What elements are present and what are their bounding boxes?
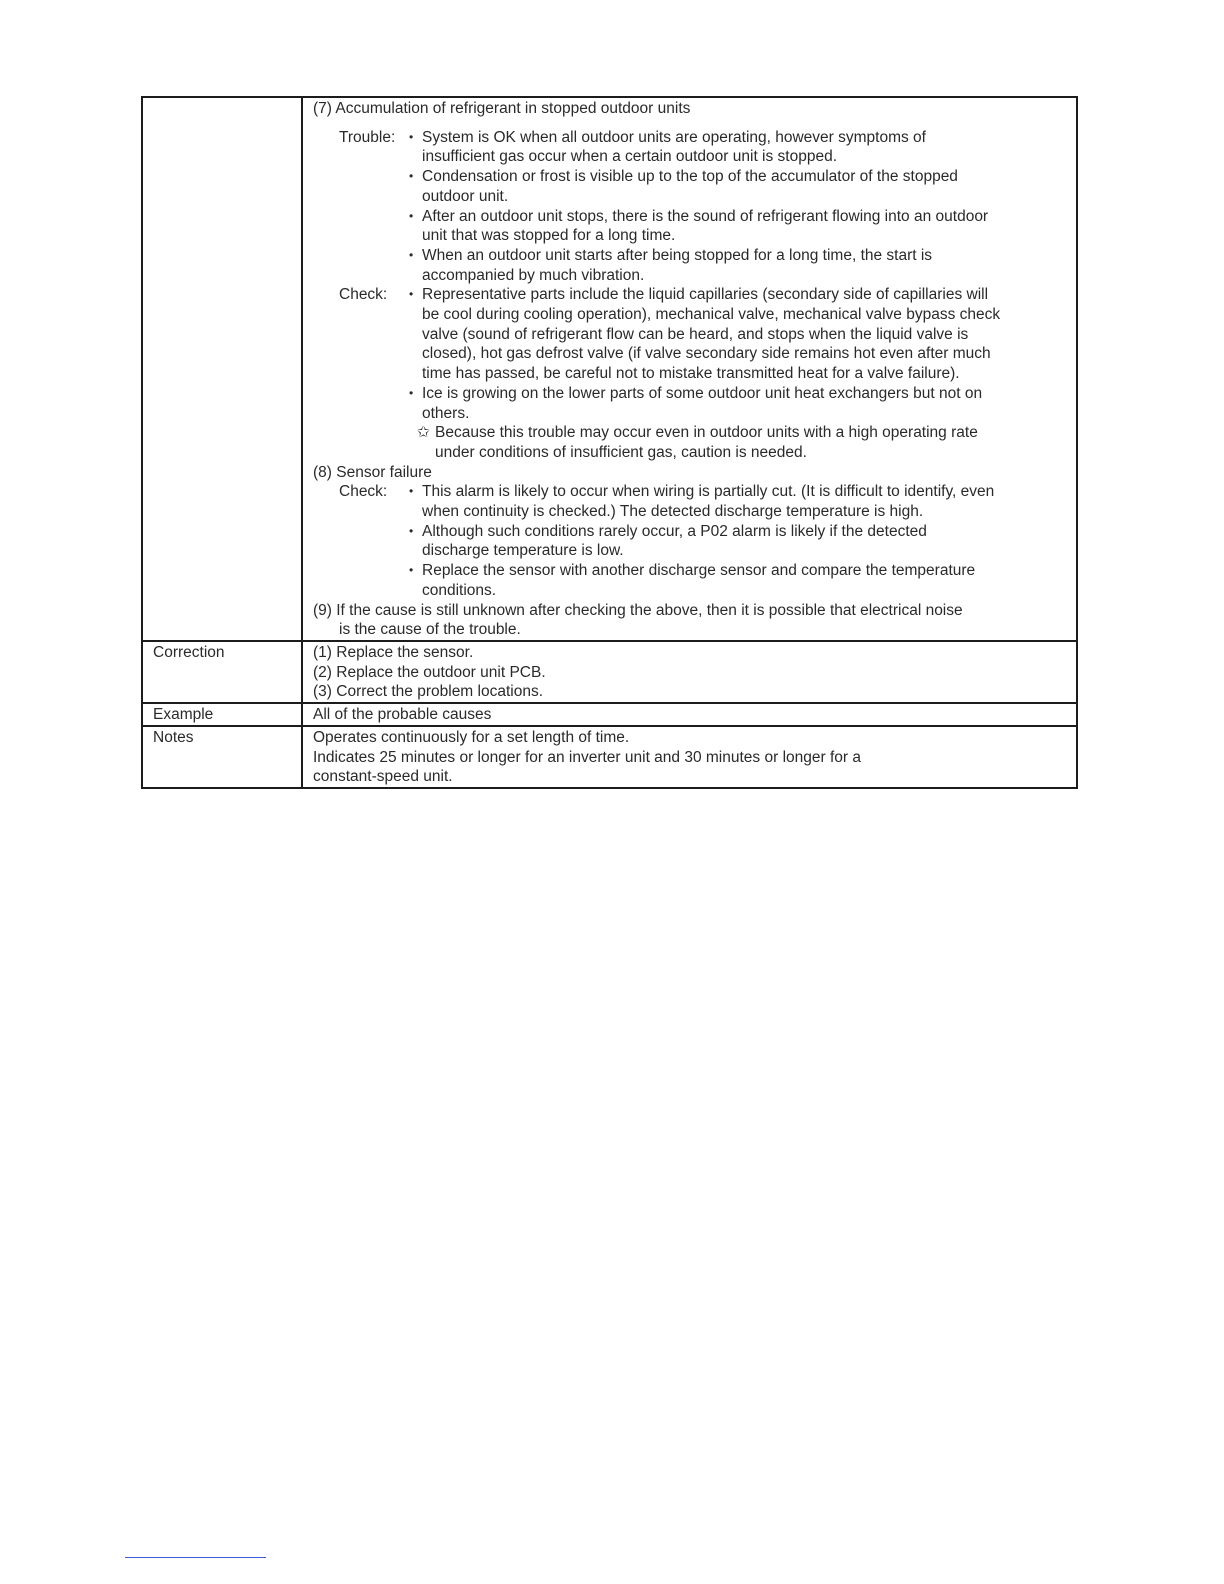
troubleshooting-table — [141, 96, 1078, 789]
bullet-icon: • — [409, 385, 414, 400]
example-row — [142, 703, 1077, 726]
list-item: • Representative parts include the liquid capillaries (secondary side of capillaries will be cool during cooling operation), mechanical valve, mechanical valve bypass check valve (sound of refrigerant flow can be heard, and stops when the liquid valve is closed), hot gas defrost valve (if valve secondary side remains hot even after much time has passed, be careful not to mistake transmitted heat for a valve failure). — [409, 286, 1001, 383]
bullet-icon: • — [409, 129, 414, 144]
list-item: • When an outdoor unit starts after being stopped for a long time, the start is accompanied by much vibration. — [409, 246, 933, 284]
causes-content-cell — [302, 97, 1077, 641]
bullet-icon: • — [409, 523, 414, 538]
section-7-title: (7) Accumulation of refrigerant in stopped outdoor units — [313, 100, 691, 117]
check-list — [409, 482, 1076, 600]
section-8 — [313, 463, 1076, 601]
check-block-7 — [313, 285, 1076, 462]
list-item: • After an outdoor unit stops, there is the sound of refrigerant flowing into an outdoor unit that was stopped for a long time. — [409, 207, 989, 245]
list-item: • Although such conditions rarely occur, a P02 alarm is likely if the detected discharge temperature is low. — [409, 522, 927, 560]
trouble-block — [313, 128, 1076, 286]
list-item: (1) Replace the sensor. — [313, 643, 474, 661]
trouble-list — [409, 128, 1076, 286]
causes-row — [142, 97, 1077, 641]
list-item: • This alarm is likely to occur when wiring is partially cut. (It is difficult to identify, even when continuity is checked.) The detected discharge temperature is high. — [409, 483, 995, 521]
footer-link-underline[interactable] — [125, 1557, 266, 1558]
check-block-8 — [313, 482, 1076, 600]
list-item: (2) Replace the outdoor unit PCB. — [313, 663, 546, 681]
notes-label: Notes — [142, 726, 302, 788]
list-item: (3) Correct the problem locations. — [313, 683, 544, 701]
list-item: • Ice is growing on the lower parts of some outdoor unit heat exchangers but not on others. — [409, 384, 983, 422]
list-item: • Replace the sensor with another discharge sensor and compare the temperature conditions. — [409, 562, 976, 599]
correction-row — [142, 641, 1077, 703]
check-label: Check: — [339, 286, 388, 304]
check-label: Check: — [339, 483, 388, 501]
section-7 — [313, 99, 1076, 463]
bullet-icon: • — [409, 287, 414, 302]
example-content: All of the probable causes — [302, 703, 1077, 726]
bullet-icon: • — [409, 484, 414, 499]
bullet-icon: • — [409, 247, 414, 262]
bullet-icon: • — [409, 208, 414, 223]
list-item: • Condensation or frost is visible up to the top of the accumulator of the stopped outdoor unit. — [409, 168, 958, 205]
section-8-title: (8) Sensor failure — [313, 463, 432, 481]
correction-label: Correction — [142, 641, 302, 703]
section-9: (9) If the cause is still unknown after checking the above, then it is possible that electrical noise is the cause of the trouble. — [313, 601, 963, 639]
list-item: • System is OK when all outdoor units are operating, however symptoms of insufficient gas occur when a certain outdoor unit is stopped. — [409, 128, 926, 166]
example-label: Example — [142, 703, 302, 726]
bullet-icon: • — [409, 563, 414, 578]
bullet-icon: • — [409, 169, 414, 184]
caution-note: ✩ Because this trouble may occur even in outdoor units with a high operating rate under conditions of insufficient gas, caution is needed. — [409, 423, 1076, 462]
star-icon: ✩ — [417, 424, 430, 442]
notes-row — [142, 726, 1077, 788]
check-list — [409, 285, 1076, 462]
notes-content: Operates continuously for a set length of time. Indicates 25 minutes or longer for an inverter unit and 30 minutes or longer for a constant-speed unit. — [302, 726, 1077, 788]
causes-label-cell — [142, 97, 302, 641]
correction-content — [302, 641, 1077, 703]
trouble-label: Trouble: — [339, 128, 396, 146]
